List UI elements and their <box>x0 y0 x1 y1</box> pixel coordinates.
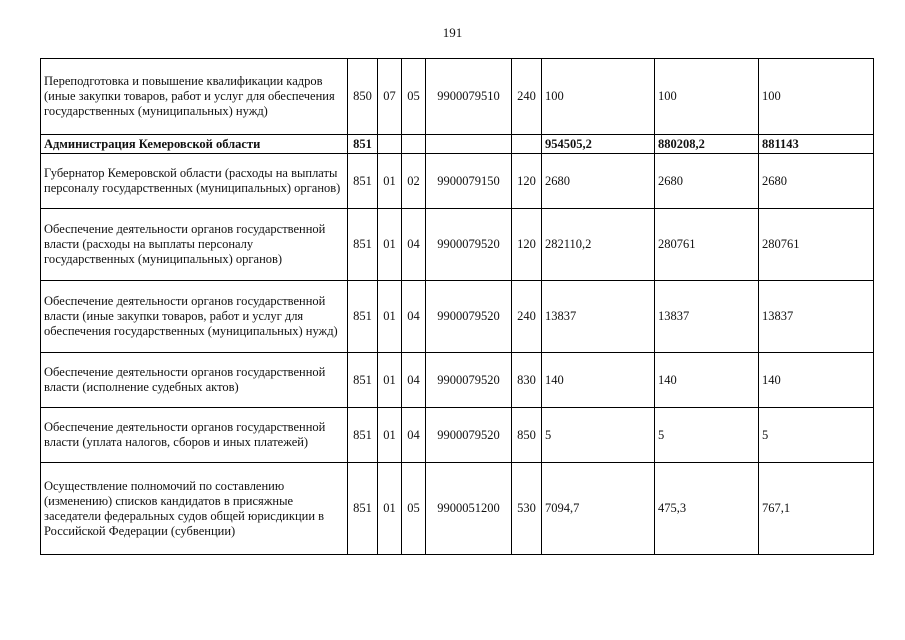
amount-year-1: 100 <box>542 59 655 135</box>
expense-type-code: 530 <box>512 463 542 555</box>
target-item-code: 9900051200 <box>426 463 512 555</box>
expense-type-code: 120 <box>512 209 542 281</box>
ved-code: 851 <box>348 209 378 281</box>
amount-year-1: 5 <box>542 408 655 463</box>
section-code: 01 <box>378 353 402 408</box>
amount-year-2: 2680 <box>655 154 759 209</box>
amount-year-3: 100 <box>759 59 874 135</box>
ved-code: 851 <box>348 408 378 463</box>
page-number: 191 <box>442 25 463 40</box>
row-name: Обеспечение деятельности органов государственной власти (иные закупки товаров, работ и услуг для обеспечения государственных (муниципальных) нужд) <box>41 281 348 353</box>
amount-year-3: 5 <box>759 408 874 463</box>
row-name: Администрация Кемеровской области <box>41 135 348 154</box>
row-name: Обеспечение деятельности органов государственной власти (расходы на выплаты персоналу государственных (муниципальных) органов) <box>41 209 348 281</box>
section-code: 01 <box>378 209 402 281</box>
ved-code: 851 <box>348 281 378 353</box>
subsection-code <box>402 135 426 154</box>
amount-year-3: 767,1 <box>759 463 874 555</box>
row-name: Губернатор Кемеровской области (расходы на выплаты персоналу государственных (муниципальных) органов) <box>41 154 348 209</box>
section-code: 01 <box>378 281 402 353</box>
table-row <box>41 463 874 555</box>
expense-type-code: 830 <box>512 353 542 408</box>
table-row <box>41 281 874 353</box>
section-code: 01 <box>378 154 402 209</box>
amount-year-1: 2680 <box>542 154 655 209</box>
row-name: Осуществление полномочий по составлению (изменению) списков кандидатов в присяжные заседатели федеральных судов общей юрисдикции в Российской Федерации (субвенции) <box>41 463 348 555</box>
expense-type-code: 240 <box>512 281 542 353</box>
expense-type-code: 850 <box>512 408 542 463</box>
amount-year-3: 881143 <box>759 135 874 154</box>
expense-type-code <box>512 135 542 154</box>
amount-year-1: 282110,2 <box>542 209 655 281</box>
subsection-code: 04 <box>402 209 426 281</box>
target-item-code: 9900079520 <box>426 281 512 353</box>
target-item-code: 9900079150 <box>426 154 512 209</box>
amount-year-3: 140 <box>759 353 874 408</box>
target-item-code <box>426 135 512 154</box>
target-item-code: 9900079520 <box>426 353 512 408</box>
amount-year-2: 13837 <box>655 281 759 353</box>
row-name: Обеспечение деятельности органов государственной власти (исполнение судебных актов) <box>41 353 348 408</box>
amount-year-1: 13837 <box>542 281 655 353</box>
subsection-code: 02 <box>402 154 426 209</box>
section-code <box>378 135 402 154</box>
table-row <box>41 154 874 209</box>
table-row <box>41 408 874 463</box>
amount-year-2: 100 <box>655 59 759 135</box>
ved-code: 851 <box>348 353 378 408</box>
expense-type-code: 120 <box>512 154 542 209</box>
section-code: 01 <box>378 408 402 463</box>
amount-year-2: 280761 <box>655 209 759 281</box>
amount-year-3: 280761 <box>759 209 874 281</box>
ved-code: 850 <box>348 59 378 135</box>
target-item-code: 9900079510 <box>426 59 512 135</box>
table-row <box>41 135 874 154</box>
subsection-code: 04 <box>402 353 426 408</box>
amount-year-3: 2680 <box>759 154 874 209</box>
table-row <box>41 353 874 408</box>
row-name: Переподготовка и повышение квалификации кадров (иные закупки товаров, работ и услуг для обеспечения государственных (муниципальных) нужд) <box>41 59 348 135</box>
ved-code: 851 <box>348 135 378 154</box>
amount-year-1: 954505,2 <box>542 135 655 154</box>
subsection-code: 04 <box>402 281 426 353</box>
ved-code: 851 <box>348 154 378 209</box>
amount-year-2: 140 <box>655 353 759 408</box>
target-item-code: 9900079520 <box>426 408 512 463</box>
section-code: 07 <box>378 59 402 135</box>
expense-type-code: 240 <box>512 59 542 135</box>
subsection-code: 04 <box>402 408 426 463</box>
amount-year-1: 140 <box>542 353 655 408</box>
subsection-code: 05 <box>402 59 426 135</box>
amount-year-2: 475,3 <box>655 463 759 555</box>
target-item-code: 9900079520 <box>426 209 512 281</box>
subsection-code: 05 <box>402 463 426 555</box>
section-code: 01 <box>378 463 402 555</box>
ved-code: 851 <box>348 463 378 555</box>
amount-year-2: 5 <box>655 408 759 463</box>
table-row <box>41 209 874 281</box>
amount-year-2: 880208,2 <box>655 135 759 154</box>
budget-table <box>40 58 874 555</box>
table-row <box>41 59 874 135</box>
amount-year-3: 13837 <box>759 281 874 353</box>
amount-year-1: 7094,7 <box>542 463 655 555</box>
row-name: Обеспечение деятельности органов государственной власти (уплата налогов, сборов и иных платежей) <box>41 408 348 463</box>
